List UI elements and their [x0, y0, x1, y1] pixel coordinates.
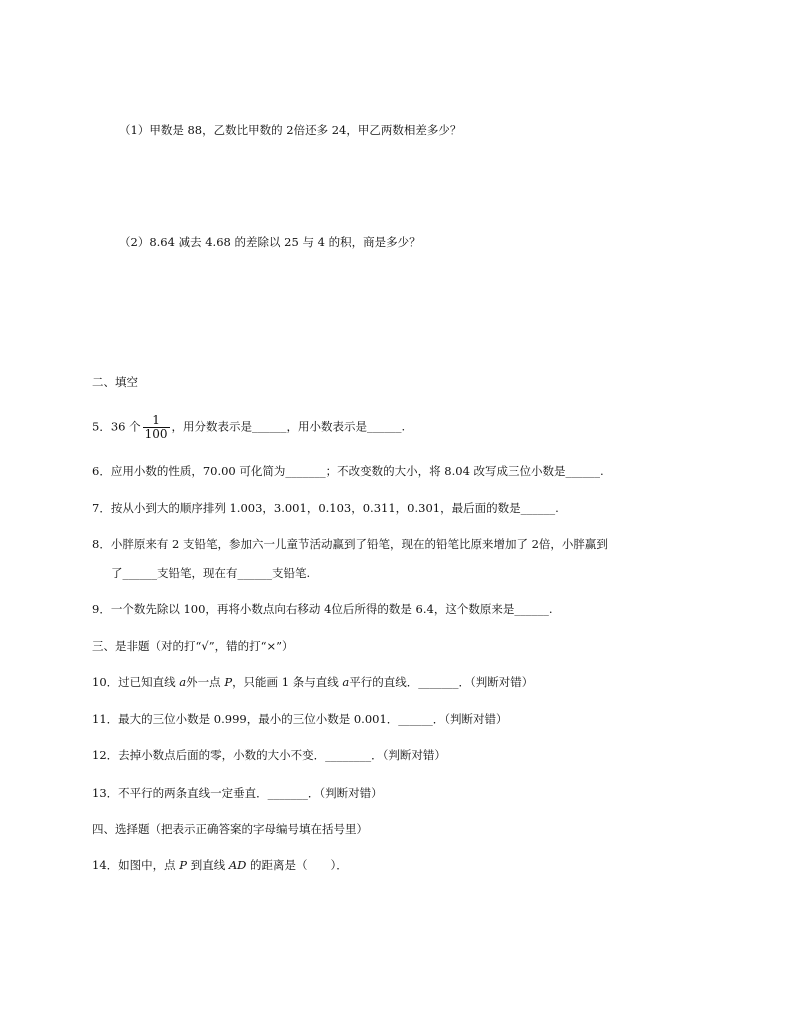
question-7: 7．按从小到大的顺序排列 1.003，3.001，0.103，0.311，0.301，最后面的数是______. [92, 501, 559, 515]
question-6: 6．应用小数的性质，70.00 可化简为_______；不改变数的大小，将 8.04 改写成三位小数是______. [92, 464, 604, 478]
fraction-numerator: 1 [143, 414, 170, 428]
question-5-prefix: 5．36 个 [92, 419, 141, 434]
point-p-symbol-q14: P [179, 858, 188, 872]
question-8-line-1: 8．小胖原来有 2 支铅笔，参加六一儿童节活动赢到了铅笔，现在的铅笔比原来增加了 2倍，小胖赢到 [92, 537, 608, 551]
line-a-symbol-2: a [342, 675, 350, 689]
question-13: 13．不平行的两条直线一定垂直．_______．（判断对错） [92, 786, 383, 800]
question-10-part-1: 10．过已知直线 [92, 675, 180, 689]
question-8-line-2: 了______支铅笔，现在有______支铅笔. [111, 566, 311, 580]
section-heading-fill-blank: 二、填空 [92, 375, 138, 389]
question-1: （1）甲数是 88，乙数比甲数的 2倍还多 24，甲乙两数相差多少？ [119, 123, 462, 137]
question-14-part-2: 到直线 [187, 858, 229, 872]
question-10-part-3: ，只能画 1 条与直线 [232, 675, 343, 689]
line-a-symbol: a [179, 675, 187, 689]
question-14-part-3: 的距离是（ ）． [246, 858, 348, 872]
question-5-suffix: ，用分数表示是______，用小数表示是______. [171, 419, 406, 434]
fraction-denominator: 100 [144, 427, 168, 441]
section-heading-true-false: 三、是非题（对的打“√”，错的打“×”） [92, 639, 294, 653]
fraction-1-100 [143, 414, 170, 441]
question-12: 12．去掉小数点后面的零，小数的大小不变．________．（判断对错） [92, 748, 446, 762]
question-10-part-2: 外一点 [186, 675, 225, 689]
question-9: 9．一个数先除以 100，再将小数点向右移动 4位后所得的数是 6.4，这个数原来是______. [92, 602, 553, 616]
point-p-symbol: P [224, 675, 233, 689]
question-14-part-1: 14．如图中，点 [92, 858, 180, 872]
question-10 [92, 674, 533, 690]
question-2: （2）8.64 减去 4.68 的差除以 25 与 4 的积，商是多少？ [119, 235, 421, 249]
question-5 [92, 414, 405, 441]
section-heading-multiple-choice: 四、选择题（把表示正确答案的字母编号填在括号里） [92, 822, 368, 836]
line-ad-symbol: AD [228, 858, 247, 872]
question-10-part-4: 平行的直线．_______．（判断对错） [349, 675, 534, 689]
question-14 [92, 857, 348, 873]
question-11: 11．最大的三位小数是 0.999，最小的三位小数是 0.001．______．（判断对错） [92, 712, 508, 726]
